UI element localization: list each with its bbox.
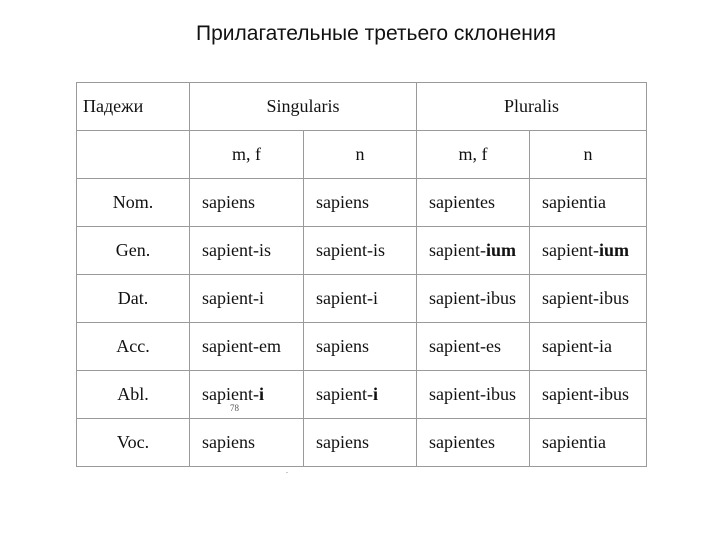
case-row [77, 227, 647, 275]
plur-n-form [530, 275, 647, 323]
plur-mf-form [417, 371, 530, 419]
plur-mf-form [417, 419, 530, 467]
pluralis-header: Pluralis [417, 83, 647, 131]
sing-mf-form [190, 419, 304, 467]
case-rows [77, 179, 647, 467]
case-row [77, 179, 647, 227]
word-ending: ium [486, 240, 517, 260]
declension-table [76, 82, 647, 467]
word-stem: sapiens [202, 192, 255, 212]
case-label: Voc. [77, 419, 190, 467]
sing-n-form [304, 275, 417, 323]
sing-n-form [304, 323, 417, 371]
word-stem: sapient- [316, 384, 373, 404]
word-stem: sapient- [429, 240, 486, 260]
word-ending: ium [599, 240, 630, 260]
case-label: Abl. [77, 371, 190, 419]
sing-n-form [304, 419, 417, 467]
sing-mf-form [190, 179, 304, 227]
word-stem: sapiens [202, 432, 255, 452]
word-stem: sapient-em [202, 336, 281, 356]
word-stem: sapientes [429, 432, 495, 452]
plur-n-form [530, 179, 647, 227]
word-stem: sapientia [542, 432, 606, 452]
plur-n-header: n [530, 131, 647, 179]
word-stem: sapient-is [316, 240, 385, 260]
case-row [77, 323, 647, 371]
case-row [77, 371, 647, 419]
plur-mf-form [417, 179, 530, 227]
plur-n-form [530, 227, 647, 275]
sing-mf-form [190, 275, 304, 323]
sing-n-form [304, 227, 417, 275]
singularis-header: Singularis [190, 83, 417, 131]
sing-mf-header: m, f [190, 131, 304, 179]
plur-mf-form [417, 227, 530, 275]
sing-n-form [304, 371, 417, 419]
plur-mf-form [417, 323, 530, 371]
case-label: Acc. [77, 323, 190, 371]
word-stem: sapient-i [202, 288, 264, 308]
case-row [77, 275, 647, 323]
plur-mf-form [417, 275, 530, 323]
sing-mf-form [190, 323, 304, 371]
cases-header: Падежи [77, 83, 190, 131]
case-row [77, 419, 647, 467]
gender-row [77, 131, 647, 179]
word-stem: sapient-ia [542, 336, 612, 356]
word-stem: sapient- [202, 384, 259, 404]
plur-mf-header: m, f [417, 131, 530, 179]
word-stem: sapientes [429, 192, 495, 212]
plur-n-form [530, 371, 647, 419]
case-label: Dat. [77, 275, 190, 323]
case-label: Gen. [77, 227, 190, 275]
word-stem: sapiens [316, 432, 369, 452]
word-stem: sapientia [542, 192, 606, 212]
word-stem: sapient-es [429, 336, 501, 356]
small-page-mark: 78 [230, 403, 239, 413]
sing-mf-form [190, 227, 304, 275]
sing-mf-form [190, 371, 304, 419]
sing-n-header: n [304, 131, 417, 179]
sing-n-form [304, 179, 417, 227]
word-stem: sapient-ibus [429, 288, 517, 308]
plur-n-form [530, 323, 647, 371]
word-stem: sapient-i [316, 288, 378, 308]
case-label: Nom. [77, 179, 190, 227]
plur-n-form [530, 419, 647, 467]
dot-mark: . [286, 466, 288, 475]
word-ending: i [258, 384, 264, 404]
header-row [77, 83, 647, 131]
word-stem: sapient-ibus [429, 384, 517, 404]
slide-title: Прилагательные третьего склонения [196, 22, 556, 45]
word-stem: sapient-ibus [542, 288, 630, 308]
word-stem: sapient-ibus [542, 384, 630, 404]
word-stem: sapiens [316, 336, 369, 356]
word-stem: sapient- [542, 240, 599, 260]
gender-row-spacer [77, 131, 190, 179]
word-stem: sapiens [316, 192, 369, 212]
word-stem: sapient-is [202, 240, 271, 260]
word-ending: i [372, 384, 378, 404]
